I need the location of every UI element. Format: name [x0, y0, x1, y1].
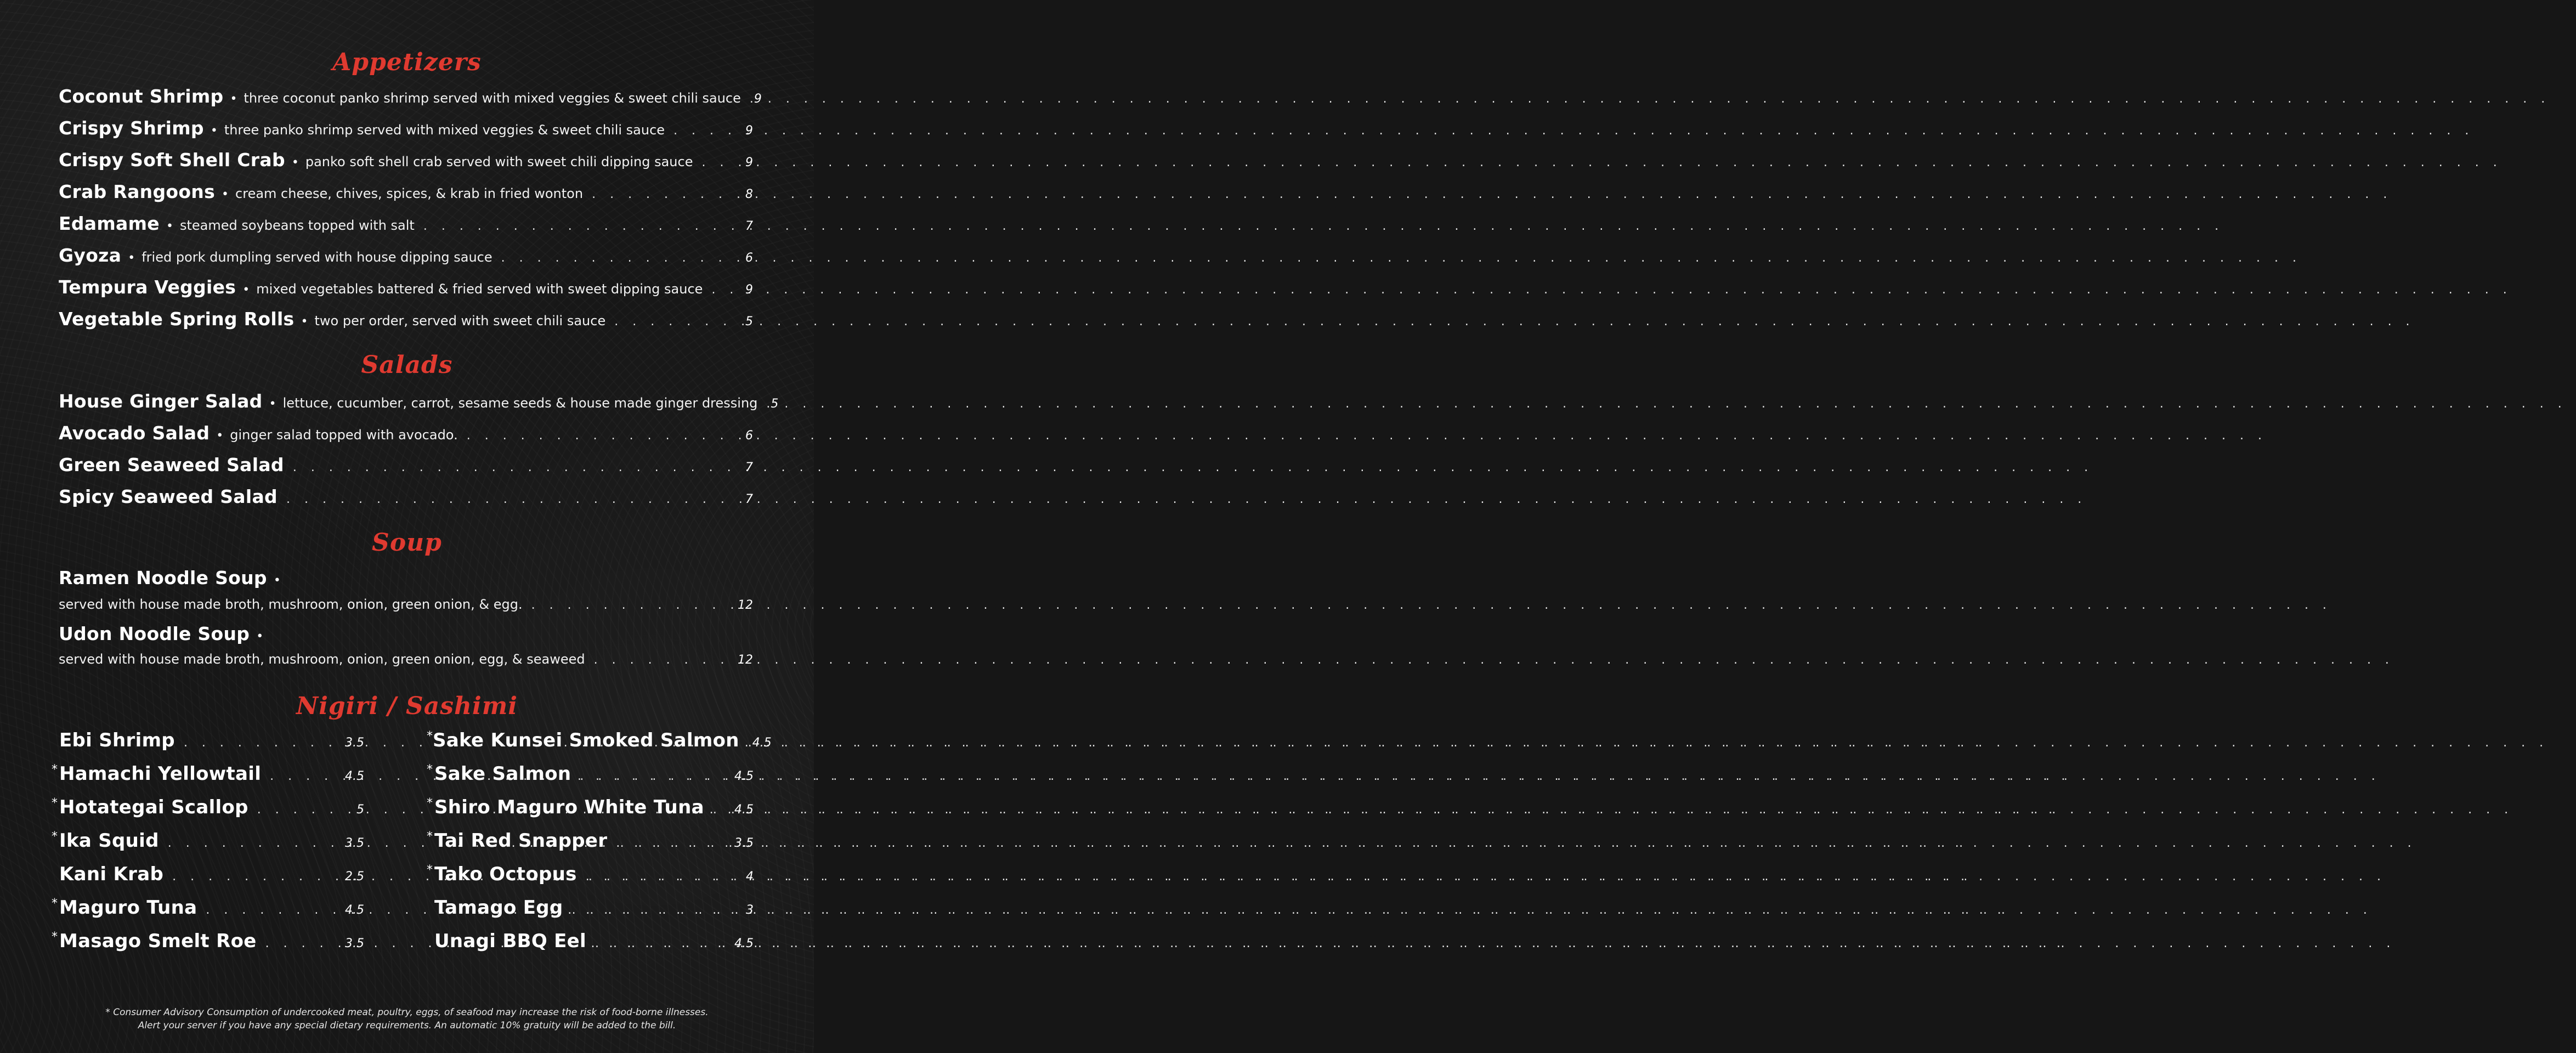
- bullet-separator: •: [166, 219, 173, 233]
- item-price: 4: [746, 870, 754, 884]
- dot-leader: [415, 219, 743, 233]
- menu-item: [59, 149, 753, 176]
- menu-item: [59, 454, 753, 480]
- menu-item: [59, 486, 753, 512]
- dot-leader: [159, 836, 343, 850]
- item-name: Tai Red Snapper: [434, 830, 608, 852]
- salads-heading: Salads: [361, 351, 453, 379]
- item-description: two per order, served with sweet chili sauce: [314, 313, 606, 329]
- nigiri-item: [52, 729, 364, 756]
- item-name: Hamachi Yellowtail: [59, 763, 262, 785]
- item-price: 12: [738, 653, 753, 667]
- item-price: 3.5: [345, 836, 364, 850]
- item-price: 3: [746, 903, 754, 917]
- item-name: Vegetable Spring Rolls: [59, 308, 295, 330]
- raw-advisory-asterisk: *: [427, 830, 433, 843]
- dot-leader: [278, 492, 743, 506]
- item-description: panko soft shell crab served with sweet chili dipping sauce: [305, 154, 693, 169]
- item-name: Ramen Noodle Soup: [59, 567, 267, 588]
- dot-leader: [175, 736, 343, 750]
- item-price: 7: [745, 461, 753, 474]
- bullet-separator: •: [301, 315, 308, 329]
- item-price: 7: [745, 219, 753, 233]
- dot-leader: [605, 315, 743, 329]
- dot-leader: [585, 653, 735, 667]
- footer-line-1: * Consumer Advisory Consumption of undercooked meat, poultry, eggs, of seafood may increase the risk of food-borne illnesses.: [105, 1007, 709, 1018]
- dot-leader: [163, 870, 343, 884]
- item-description: served with house made broth, mushroom, onion, green onion, & egg.: [59, 597, 523, 612]
- dot-leader: [586, 937, 732, 950]
- raw-advisory-asterisk: *: [427, 863, 433, 877]
- menu-item: [59, 213, 753, 239]
- item-description: three panko shrimp served with mixed veggies & sweet chili sauce: [224, 122, 665, 138]
- raw-advisory-asterisk: *: [52, 830, 58, 843]
- menu-item: [59, 86, 762, 112]
- nigiri-item: [427, 863, 754, 890]
- item-name: Ika Squid: [59, 830, 159, 852]
- soup-heading: Soup: [372, 529, 442, 557]
- dot-leader: [583, 188, 743, 201]
- item-description: fried pork dumpling served with house dipping sauce: [141, 250, 492, 265]
- dot-leader: [704, 803, 732, 817]
- nigiri-item: [52, 763, 364, 789]
- item-price: 9: [745, 283, 753, 297]
- item-name: Shiro Maguro White Tuna: [434, 796, 704, 818]
- nigiri-item: [52, 897, 364, 923]
- item-name: Tempura Veggies: [59, 276, 236, 298]
- item-price: 5: [771, 397, 779, 411]
- bullet-separator: •: [273, 574, 281, 587]
- menu-item: [59, 422, 753, 449]
- item-name: Sake Kunsei Smoked Salmon: [433, 729, 739, 751]
- item-name: Maguro Tuna: [59, 897, 197, 919]
- raw-advisory-asterisk: *: [427, 796, 433, 810]
- item-name: Gyoza: [59, 245, 122, 266]
- footer-line-2: Alert your server if you have any special dietary requirements. An automatic 10% gratuity will be added to the bill.: [138, 1020, 676, 1031]
- nigiri-item: [52, 830, 364, 856]
- menu-item: [59, 276, 753, 303]
- dot-leader: [523, 598, 735, 612]
- bullet-separator: •: [256, 630, 264, 643]
- item-description: served with house made broth, mushroom, onion, green onion, egg, & seaweed: [59, 652, 585, 667]
- item-price: 2.5: [345, 870, 364, 884]
- item-price: 4.5: [752, 736, 772, 750]
- menu-item: [59, 390, 779, 417]
- nigiri-item: [427, 763, 754, 789]
- dot-leader: [284, 461, 743, 474]
- item-price: 9: [754, 92, 762, 106]
- item-description: three coconut panko shrimp served with mixed veggies & sweet chili sauce: [244, 90, 741, 106]
- item-price: 4.5: [734, 803, 754, 817]
- item-price: 9: [745, 124, 753, 138]
- raw-advisory-asterisk: *: [52, 763, 58, 777]
- item-description: ginger salad topped with avocado.: [230, 427, 458, 443]
- item-description: cream cheese, chives, spices, & krab in fried wonton: [235, 186, 584, 201]
- dot-leader: [248, 803, 354, 817]
- item-description: steamed soybeans topped with salt: [179, 218, 415, 233]
- appetizers-heading: Appetizers: [332, 48, 482, 76]
- item-price: 6: [745, 429, 753, 443]
- item-name: Kani Krab: [59, 863, 164, 885]
- item-name: House Ginger Salad: [59, 390, 263, 412]
- item-price: 4.5: [345, 769, 364, 783]
- item-name: Crispy Shrimp: [59, 117, 204, 139]
- item-price: 8: [745, 188, 753, 201]
- raw-advisory-asterisk: *: [52, 796, 58, 810]
- item-name: Unagi BBQ Eel: [434, 930, 586, 952]
- nigiri-item: [52, 863, 364, 890]
- dot-leader: [693, 156, 743, 169]
- item-price: 3.5: [734, 836, 754, 850]
- dot-leader: [571, 769, 732, 783]
- nigiri-sashimi-heading: Nigiri / Sashimi: [296, 692, 518, 720]
- item-price: 6: [745, 251, 753, 265]
- menu-item: [59, 308, 753, 335]
- menu-item: [59, 117, 753, 144]
- menu-item: [59, 623, 753, 649]
- item-name: Udon Noodle Soup: [59, 623, 250, 644]
- bullet-separator: •: [222, 188, 229, 201]
- item-name: Sake Salmon: [434, 763, 571, 785]
- item-price: 5: [356, 803, 364, 817]
- raw-advisory-asterisk: *: [52, 897, 58, 910]
- bullet-separator: •: [128, 251, 135, 265]
- dot-leader: [577, 870, 744, 884]
- dot-leader: [741, 92, 752, 106]
- nigiri-item: [52, 930, 364, 956]
- item-description: mixed vegetables battered & fried served with sweet dipping sauce: [256, 281, 703, 297]
- dot-leader: [257, 937, 343, 950]
- item-description: lettuce, cucumber, carrot, sesame seeds & house made ginger dressing: [282, 395, 758, 411]
- item-price: 3.5: [345, 937, 364, 950]
- dot-leader: [703, 283, 743, 297]
- item-price: 9: [745, 156, 753, 169]
- item-price: 7: [745, 492, 753, 506]
- item-name: Hotategai Scallop: [59, 796, 248, 818]
- item-name: Green Seaweed Salad: [59, 454, 284, 475]
- menu-page: [0, 0, 814, 1053]
- item-name: Masago Smelt Roe: [59, 930, 257, 952]
- nigiri-item: [427, 796, 754, 823]
- item-price: 12: [738, 598, 753, 612]
- item-description-line: [59, 652, 753, 667]
- consumer-advisory-footer: [0, 1006, 814, 1032]
- item-price: 4.5: [734, 769, 754, 783]
- item-name: Crispy Soft Shell Crab: [59, 149, 285, 171]
- item-name: Tako Octopus: [434, 863, 577, 885]
- dot-leader: [757, 397, 768, 411]
- nigiri-item: [427, 930, 754, 956]
- item-price: 4.5: [734, 937, 754, 950]
- item-name: Coconut Shrimp: [59, 86, 224, 107]
- bullet-separator: •: [269, 397, 276, 411]
- item-name: Crab Rangoons: [59, 181, 216, 202]
- item-name: Spicy Seaweed Salad: [59, 486, 278, 507]
- bullet-separator: •: [242, 283, 250, 297]
- item-price: 3.5: [345, 736, 364, 750]
- raw-advisory-asterisk: *: [427, 763, 433, 777]
- nigiri-item: [427, 729, 772, 756]
- bullet-separator: •: [230, 92, 237, 106]
- menu-item: [59, 567, 753, 593]
- raw-advisory-asterisk: *: [427, 729, 433, 743]
- dot-leader: [261, 769, 343, 783]
- bullet-separator: •: [216, 429, 224, 443]
- item-description-line: [59, 597, 753, 612]
- dot-leader: [665, 124, 743, 138]
- raw-advisory-asterisk: *: [52, 930, 58, 944]
- dot-leader: [607, 836, 732, 850]
- menu-item: [59, 245, 753, 271]
- bullet-separator: •: [291, 156, 299, 169]
- item-name: Edamame: [59, 213, 160, 234]
- item-name: Ebi Shrimp: [59, 729, 175, 751]
- bullet-separator: •: [210, 124, 218, 138]
- dot-leader: [739, 736, 750, 750]
- nigiri-item: [427, 897, 754, 923]
- nigiri-item: [52, 796, 364, 823]
- nigiri-item: [427, 830, 754, 856]
- item-name: Tamago Egg: [434, 897, 563, 919]
- item-price: 4.5: [345, 903, 364, 917]
- dot-leader: [458, 429, 743, 443]
- dot-leader: [492, 251, 743, 265]
- item-name: Avocado Salad: [59, 422, 210, 444]
- dot-leader: [563, 903, 744, 917]
- dot-leader: [197, 903, 343, 917]
- menu-item: [59, 181, 753, 207]
- item-price: 5: [745, 315, 753, 329]
